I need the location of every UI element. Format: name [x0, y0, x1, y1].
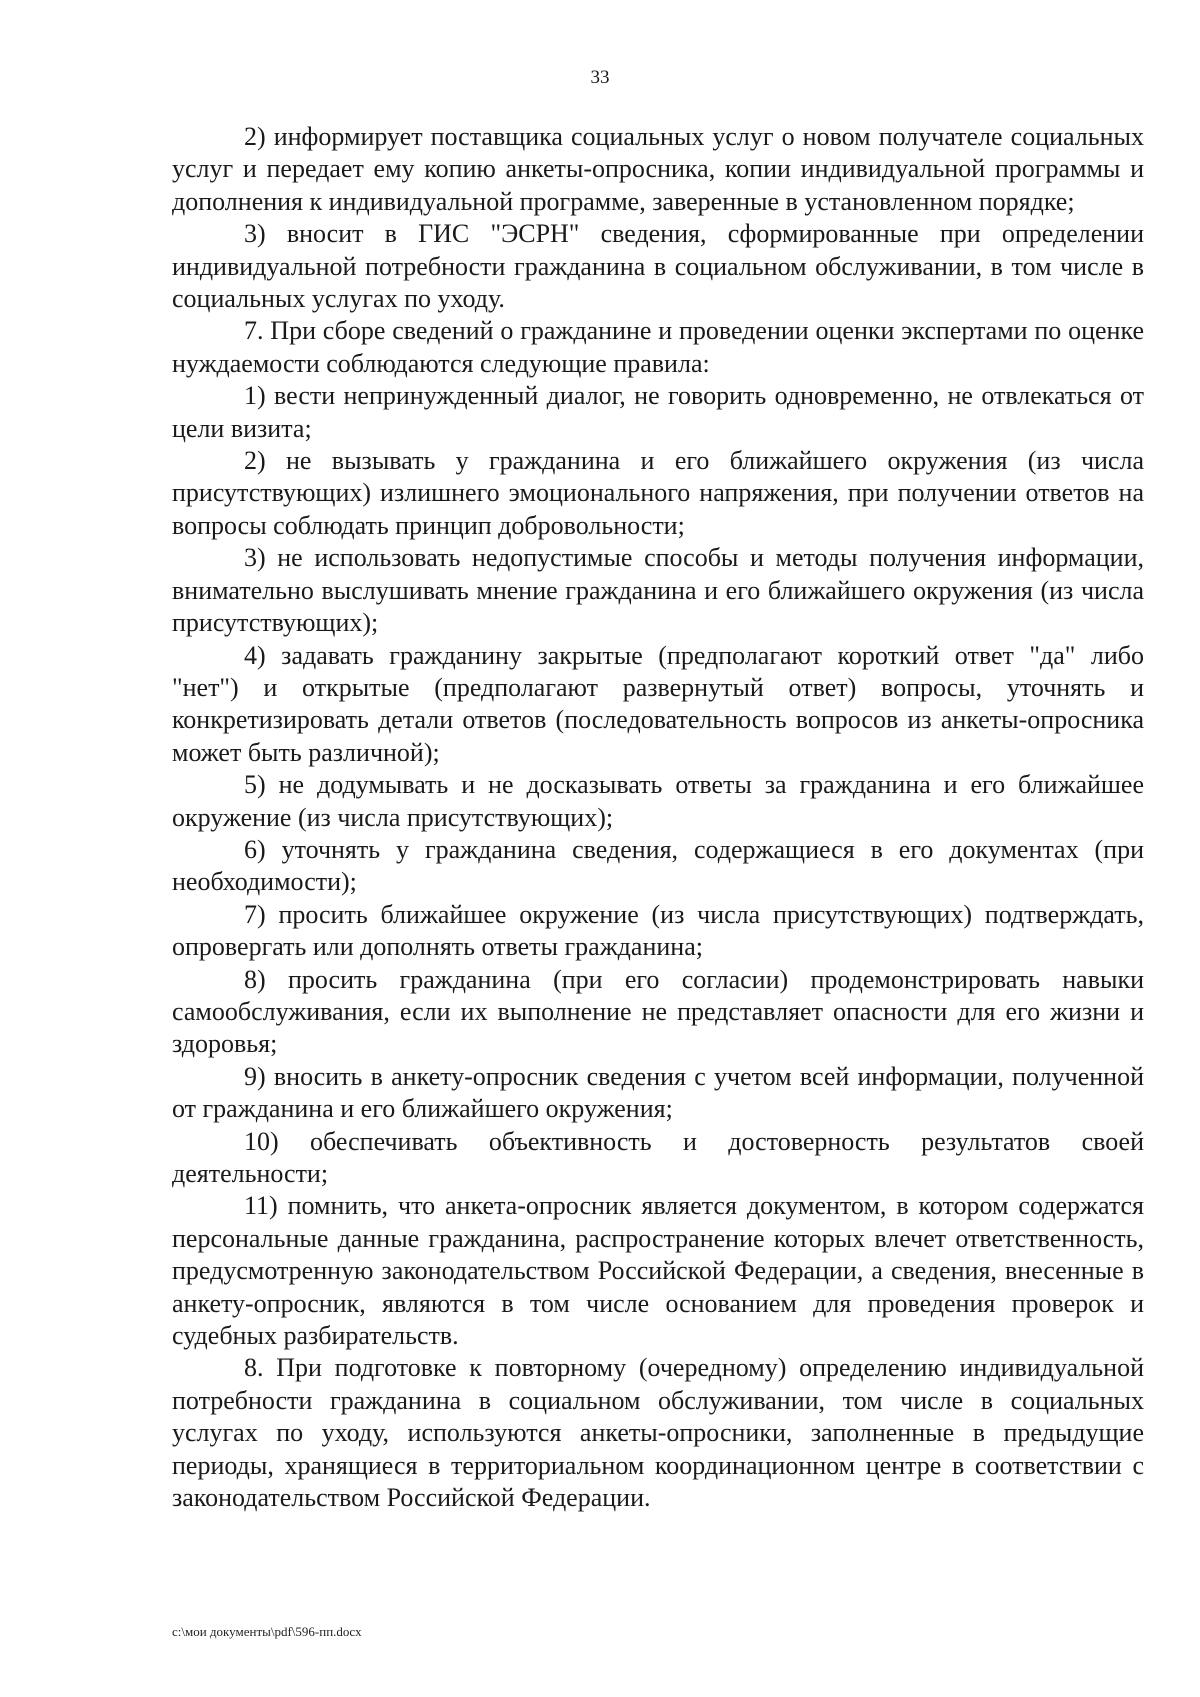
paragraph: 10) обеспечивать объективность и достоверность результатов своей деятельности; [172, 1126, 1144, 1188]
paragraph: 5) не додумывать и не досказывать ответы за гражданина и его ближайшее окружение (из числа присутствующих); [172, 770, 1144, 832]
paragraph: 2) информирует поставщика социальных услуг о новом получателе социальных услуг и передает ему копию анкеты-опросника, копии индивидуальной программы и дополнения к индивидуальной программе, заверенные в установленном порядке; [172, 122, 1144, 216]
paragraph: 8) просить гражданина (при его согласии) продемонстрировать навыки самообслуживания, если их выполнение не представляет опасности для его жизни и здоровья; [172, 964, 1144, 1059]
paragraph: 2) не вызывать у гражданина и его ближайшего окружения (из числа присутствующих) излишнего эмоционального напряжения, при получении ответов на вопросы соблюдать принцип добровольности; [172, 446, 1144, 540]
paragraph: 6) уточнять у гражданина сведения, содержащиеся в его документах (при необходимости); [172, 834, 1144, 897]
paragraph: 7) просить ближайшее окружение (из числа присутствующих) подтверждать, опровергать или дополнять ответы гражданина; [172, 899, 1144, 962]
paragraph: 8. При подготовке к повторному (очередному) определению индивидуальной потребности гражданина в социальном обслуживании, том числе в социальных услугах по уходу, используются анкеты-опросники, заполненные в предыдущие периоды, хранящиеся в территориальном координационном центре в соответствии с законодательством Российской Федерации. [172, 1353, 1144, 1513]
paragraph: 4) задавать гражданину закрытые (предполагают короткий ответ "да" либо "нет") и открытые (предполагают развернутый ответ) вопросы, уточнять и конкретизировать детали ответов (последовательность вопросов из анкеты-опросника может быть различной); [172, 640, 1144, 767]
paragraph: 7. При сборе сведений о гражданине и проведении оценки экспертами по оценке нуждаемости соблюдаются следующие правила: [172, 316, 1144, 378]
document-body [172, 121, 1144, 1514]
paragraph: 1) вести непринужденный диалог, не говорить одновременно, не отвлекаться от цели визита; [172, 381, 1144, 443]
paragraph: 3) вносит в ГИС "ЭСРН" сведения, сформированные при определении индивидуальной потребности гражданина в социальном обслуживании, в том числе в социальных услугах по уходу. [172, 219, 1144, 314]
page-number: 33 [590, 67, 610, 88]
footer-file-path: c:\мои документы\pdf\596-пп.docx [172, 1624, 362, 1639]
paragraph: 9) вносить в анкету-опросник сведения с учетом всей информации, полученной от гражданина и его ближайшего окружения; [172, 1061, 1144, 1124]
paragraph: 3) не использовать недопустимые способы и методы получения информации, внимательно выслушивать мнение гражданина и его ближайшего окружения (из числа присутствующих); [172, 543, 1144, 638]
paragraph: 11) помнить, что анкета-опросник является документом, в котором содержатся персональные данные гражданина, распространение которых влечет ответственность, предусмотренную законодательством Российской Федерации, а сведения, внесенные в анкету-опросник, являются в том числе основанием для проведения проверок и судебных разбирательств. [172, 1191, 1144, 1351]
